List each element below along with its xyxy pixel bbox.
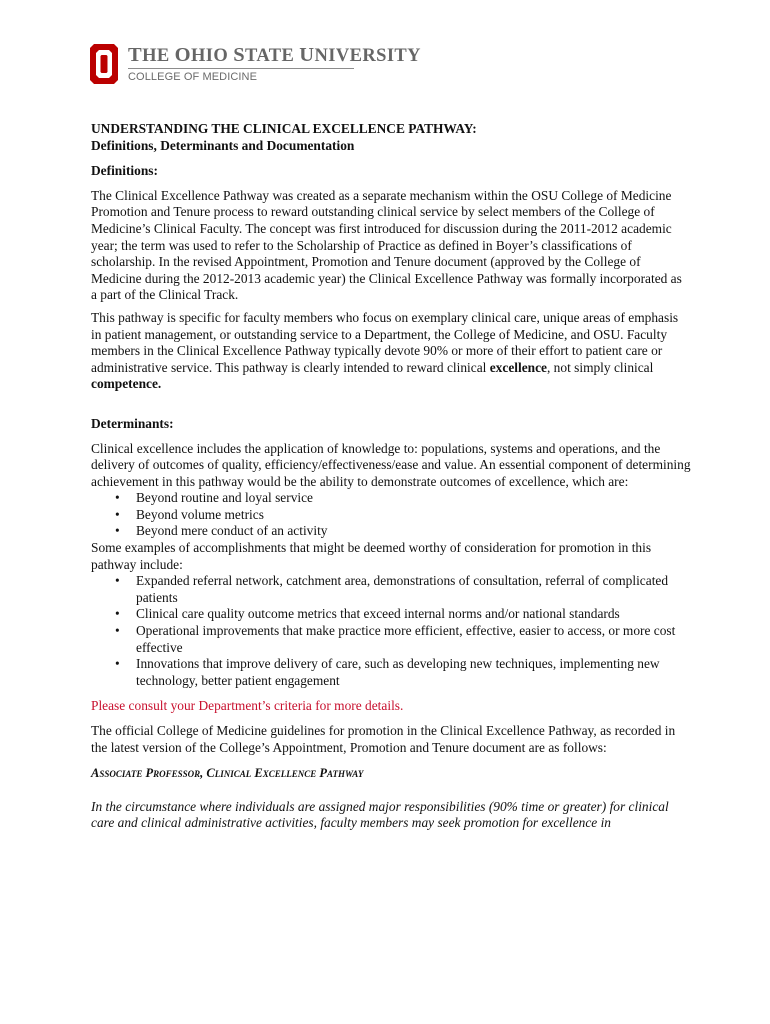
document-subtitle: Definitions, Determinants and Documentation	[91, 137, 355, 153]
document-body	[91, 121, 691, 832]
list-item: • Innovations that improve delivery of care, such as developing new techniques, implementing new technology, better patient engagement	[91, 656, 691, 689]
list-item: • Beyond volume metrics	[91, 507, 691, 524]
determinants-heading: Determinants:	[91, 415, 174, 431]
definitions-paragraph-1: The Clinical Excellence Pathway was created as a separate mechanism within the OSU College of Medicine Promotion and Tenure process to reward outstanding clinical service by select members of the College of Medicine’s Clinical Faculty. The concept was first introduced for discussion during the 2011-2012 academic year; the term was used to refer to the Scholarship of Practice as defined in Boyer’s classifications of scholarship. In the revised Appointment, Promotion and Tenure document (approved by the College of Medicine during the 2012-2013 academic year) the Clinical Excellence Pathway was formally incorporated as a part of the Clinical Track.	[91, 187, 682, 303]
determinants-paragraph: Clinical excellence includes the application of knowledge to: populations, systems and operations, and the delivery of outcomes of quality, efficiency/effectiveness/ease and value. An essential component of determining achievement in this pathway would be the ability to demonstrate outcomes of excellence, which are:	[91, 440, 691, 489]
consult-note: Please consult your Department’s criteria for more details.	[91, 698, 404, 714]
list-item: • Clinical care quality outcome metrics that exceed internal norms and/or national standards	[91, 606, 691, 623]
examples-intro: Some examples of accomplishments that might be deemed worthy of consideration for promotion in this pathway include:	[91, 540, 652, 572]
guidelines-paragraph: The official College of Medicine guidelines for promotion in the Clinical Excellence Pathway, as recorded in the latest version of the College’s Appointment, Promotion and Tenure document are as follows:	[91, 723, 676, 755]
college-name: COLLEGE OF MEDICINE	[128, 71, 258, 83]
list-item: • Beyond routine and loyal service	[91, 490, 691, 507]
block-o-logo-icon	[90, 44, 118, 84]
list-item: • Operational improvements that make practice more efficient, effective, easier to access, or more cost effective	[91, 623, 691, 656]
document-title: UNDERSTANDING THE CLINICAL EXCELLENCE PATHWAY:	[91, 121, 477, 136]
definitions-paragraph-2	[91, 310, 691, 393]
university-name: THE OHIO STATE UNIVERSITY	[128, 44, 421, 66]
definitions-p2-text-a: This pathway is specific for faculty members who focus on exemplary clinical care, unique areas of emphasis in patient management, or outstanding service to a Department, the College of Medicine, and OSU. Faculty members in the Clinical Excellence Pathway typically devote 90% or more of their effort to patient care or administrative service. This pathway is clearly intended to reward clinical	[91, 309, 679, 375]
definitions-heading: Definitions:	[91, 163, 158, 179]
definitions-p2-text-c: , not simply clinical	[546, 359, 654, 375]
osu-logo	[90, 44, 421, 88]
list-item: • Expanded referral network, catchment area, demonstrations of consultation, referral of complicated patients	[91, 573, 691, 606]
logo-divider	[128, 68, 354, 69]
associate-professor-heading: Associate Professor, Clinical Excellence Pathway	[91, 766, 364, 781]
list-item: • Beyond mere conduct of an activity	[91, 523, 691, 540]
examples-list	[91, 573, 691, 689]
definitions-p2-competence: competence.	[91, 376, 162, 392]
outcomes-list	[91, 490, 691, 540]
associate-professor-paragraph: In the circumstance where individuals are assigned major responsibilities (90% time or greater) for clinical care and clinical administrative activities, faculty members may seek promotion for excellence in	[91, 798, 669, 831]
definitions-p2-excellence: excellence	[489, 359, 547, 375]
